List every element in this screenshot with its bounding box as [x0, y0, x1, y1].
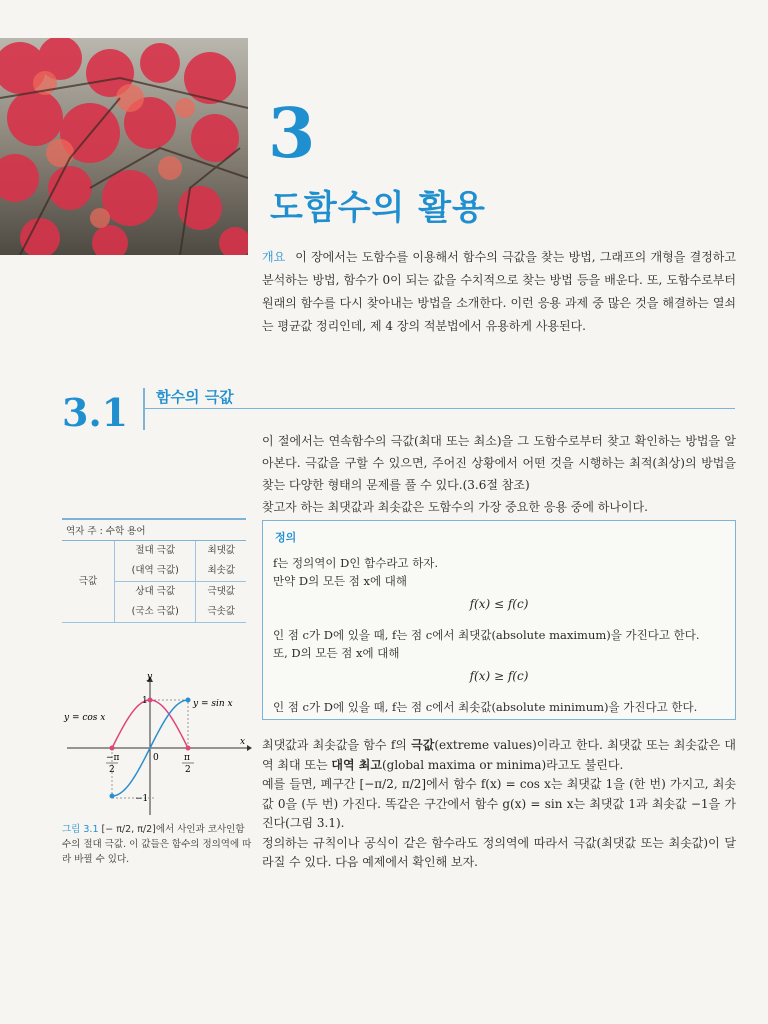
sin-cos-graph — [62, 670, 252, 824]
terms-table — [62, 541, 246, 623]
y-axis-label: y — [147, 672, 153, 682]
cos-max-point — [148, 698, 153, 703]
body-paragraph-1 — [262, 736, 736, 775]
definition-line: 또, D의 모든 점 x에 대해 — [273, 646, 400, 660]
cos-endpoint — [110, 746, 115, 751]
term-cell: 최솟값 — [196, 561, 246, 582]
intro-paragraph-1: 이 절에서는 연속함수의 극값(최대 또는 최소)을 그 도함수로부터 찾고 확인하는 방법을 알아본다. 극값을 구할 수 있으면, 주어진 상황에서 어떤 것을 시행하는 최적(최상)의 방법을 찾는 다양한 형태의 문제를 풀 수 있다.(3.6절 참조) — [262, 434, 736, 492]
body-text-run: (extreme values)이라고 한다. 최댓값 또는 최솟값은 대역 최대 또는 — [262, 738, 736, 772]
row-label: 극값 — [62, 541, 115, 623]
body-text-run: 최댓값과 최솟값을 함수 f의 — [262, 738, 412, 752]
term-extreme-values: 극값 — [411, 738, 435, 752]
term-cell: 극솟값 — [196, 602, 246, 623]
x-axis-arrow — [247, 745, 252, 751]
overview-tag: 개요 — [262, 250, 286, 264]
chapter-title: 도함수의 활용 — [270, 188, 486, 228]
section-divider-line — [143, 408, 735, 409]
autumn-leaves-photo — [0, 38, 248, 255]
body-text-run: (global maxima or minima)라고도 불린다. — [381, 757, 624, 772]
definition-title: 정의 — [275, 531, 297, 544]
term-cell: 극댓값 — [207, 586, 235, 597]
sin-label: y = sin x — [193, 699, 233, 709]
body-text — [262, 736, 736, 873]
definition-line: 인 점 c가 D에 있을 때, f는 점 c에서 최솟값(absolute minimum)을 가진다고 한다. — [273, 700, 698, 714]
translator-note-header: 역자 주 : 수학 용어 — [62, 518, 246, 541]
tick-label: 2 — [109, 765, 115, 775]
term-cell: 상대 극값 — [115, 582, 196, 603]
tick-label: 1 — [142, 696, 148, 706]
body-paragraph-3: 정의하는 규칙이나 공식이 같은 함수라도 정의역에 따라서 극값(최댓값 또는 최솟값)이 달라질 수 있다. 다음 예제에서 확인해 보자. — [262, 835, 736, 869]
x-axis-label: x — [240, 737, 246, 747]
figure-caption — [62, 822, 252, 867]
definition-formula: f(x) ≤ f(c) — [469, 597, 529, 611]
section-divider-bar — [143, 388, 145, 430]
intro-paragraph-2: 찾고자 하는 최댓값과 최솟값은 도함수의 가장 중요한 응용 중에 하나이다. — [262, 500, 648, 514]
body-paragraph-2: 예를 들면, 폐구간 [−π/2, π/2]에서 함수 f(x) = cos x는 최댓값 1을 (한 번) 가지고, 최솟값 0을 (두 번) 가진다. 똑같은 구간에서 함수 g(x) = sin x는 최댓값 1과 최솟값 −1을 가진다(그림 3.1). — [262, 777, 736, 830]
chapter-number: 3 — [268, 94, 316, 174]
translator-note-table — [62, 518, 246, 623]
caption-text: [− π/2, π/2]에서 사인과 코사인함수의 절대 극값. 이 값들은 함수의 정의역에 따라 바뀔 수 있다. — [62, 824, 252, 865]
tick-label: −1 — [135, 794, 149, 804]
tick-label: 0 — [153, 753, 159, 763]
caption-label: 그림 3.1 — [62, 824, 99, 835]
section-number: 3.1 — [62, 390, 129, 435]
definition-box — [262, 520, 736, 720]
definition-formula: f(x) ≥ f(c) — [469, 669, 529, 683]
section-intro — [262, 430, 736, 518]
term-cell: 최댓값 — [207, 545, 235, 556]
definition-line: 인 점 c가 D에 있을 때, f는 점 c에서 최댓값(absolute maximum)을 가진다고 한다. — [273, 628, 700, 642]
sin-endpoint — [110, 794, 115, 799]
tick-label: 2 — [185, 765, 191, 775]
tick-label: −π — [106, 753, 120, 763]
cos-endpoint — [186, 746, 191, 751]
term-global-extrema: 대역 최고 — [331, 757, 382, 772]
term-cell: 절대 극값 — [115, 541, 196, 561]
cos-label: y = cos x — [64, 713, 106, 723]
tick-label: π — [184, 753, 190, 763]
term-cell: (국소 극값) — [115, 602, 196, 623]
term-cell: (대역 극값) — [115, 561, 196, 582]
definition-line: 만약 D의 모든 점 x에 대해 — [273, 574, 407, 588]
section-title: 함수의 극값 — [156, 388, 234, 406]
chapter-overview — [262, 246, 736, 338]
overview-text: 이 장에서는 도함수를 이용해서 함수의 극값을 찾는 방법, 그래프의 개형을 결정하고 분석하는 방법, 함수가 0이 되는 값을 수치적으로 찾는 방법 등을 배운다. 또, 도함수로부터 원래의 함수를 다시 찾아내는 방법을 소개한다. 이런 응용 과제 중 많은 것을 해결하는 열쇠는 평균값 정리인데, 제 4 장의 적분법에서 유용하게 사용된다. — [262, 250, 736, 333]
definition-line: f는 정의역이 D인 함수라고 하자. — [273, 556, 439, 570]
sin-endpoint — [186, 698, 191, 703]
